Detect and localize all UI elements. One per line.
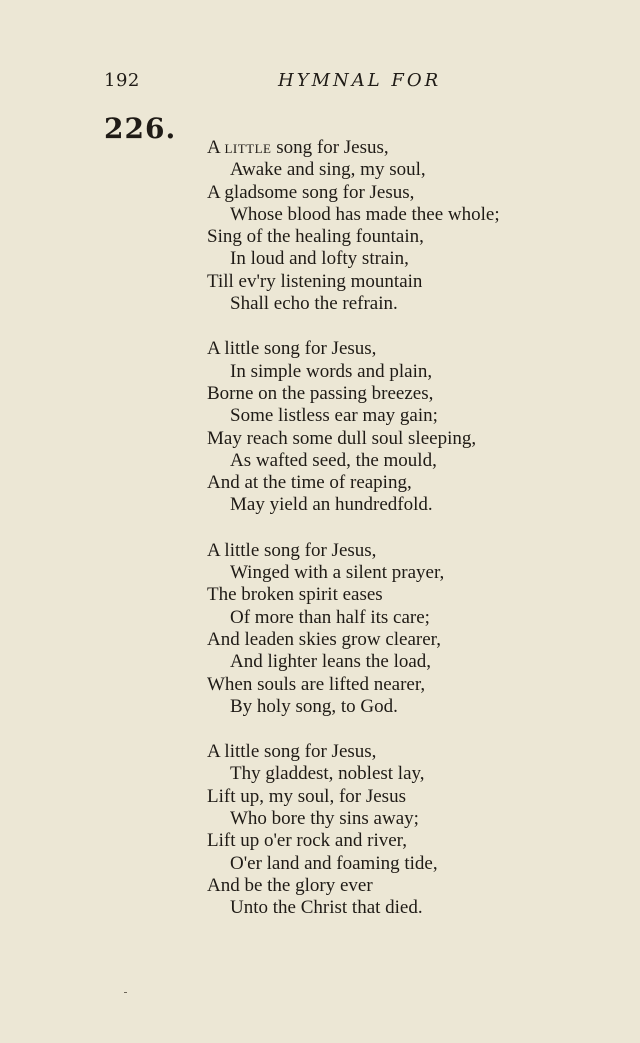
stanza-line: Awake and sing, my soul,: [230, 159, 426, 181]
stanza-4: [207, 741, 500, 919]
stanza-line: Unto the Christ that died.: [230, 897, 423, 919]
stanza-line: Lift up o'er rock and river,: [207, 830, 407, 852]
stanza-line: Sing of the healing fountain,: [207, 226, 424, 248]
stanza-line: May reach some dull soul sleeping,: [207, 427, 477, 449]
stanza-line: Whose blood has made thee whole;: [230, 203, 500, 225]
hymn-text: [207, 137, 500, 920]
stanza-line: As wafted seed, the mould,: [230, 449, 437, 471]
stanza-line: Who bore thy sins away;: [230, 808, 419, 830]
stanza-2: [207, 338, 500, 516]
stanza-line: Of more than half its care;: [230, 606, 430, 628]
first-line-rest: song for Jesus,: [271, 137, 389, 158]
stanza-line: Till ev'ry listening mountain: [207, 270, 423, 292]
first-line-smallcaps: little: [224, 137, 272, 158]
stanza-line: A little song for Jesus,: [207, 741, 377, 763]
stanza-line: Lift up, my soul, for Jesus: [207, 785, 406, 807]
stanza-line: And lighter leans the load,: [230, 651, 432, 673]
stanza-line: Some listless ear may gain;: [230, 405, 438, 427]
stanza-3: [207, 540, 500, 718]
stanza-line: Winged with a silent prayer,: [230, 562, 445, 584]
stanza-line: And be the glory ever: [207, 874, 373, 896]
first-line-start: A: [207, 137, 225, 158]
stanza-line: Shall echo the refrain.: [230, 293, 398, 315]
stanza-line: A gladsome song for Jesus,: [207, 181, 415, 203]
page-number: 192: [104, 70, 140, 91]
stanza-1: [207, 137, 500, 315]
stanza-line: In loud and lofty strain,: [230, 248, 409, 270]
stanza-line: Borne on the passing breezes,: [207, 382, 434, 404]
stanza-line: A little song for Jesus,: [207, 338, 377, 360]
paper-speck: [124, 992, 127, 993]
stanza-line: When souls are lifted nearer,: [207, 673, 426, 695]
stanza-line: And at the time of reaping,: [207, 472, 412, 494]
stanza-line: A little song for Jesus,: [207, 539, 377, 561]
stanza-line: And leaden skies grow clearer,: [207, 628, 442, 650]
stanza-line: O'er land and foaming tide,: [230, 852, 438, 874]
hymn-number: 226.: [104, 112, 177, 145]
stanza-line: The broken spirit eases: [207, 584, 383, 606]
stanza-line: Thy gladdest, noblest lay,: [230, 763, 425, 785]
stanza-line: By holy song, to God.: [230, 695, 398, 717]
stanza-line: In simple words and plain,: [230, 360, 433, 382]
stanza-line: [207, 137, 500, 159]
running-head: HYMNAL FOR: [278, 70, 442, 91]
stanza-line: May yield an hundredfold.: [230, 494, 433, 516]
